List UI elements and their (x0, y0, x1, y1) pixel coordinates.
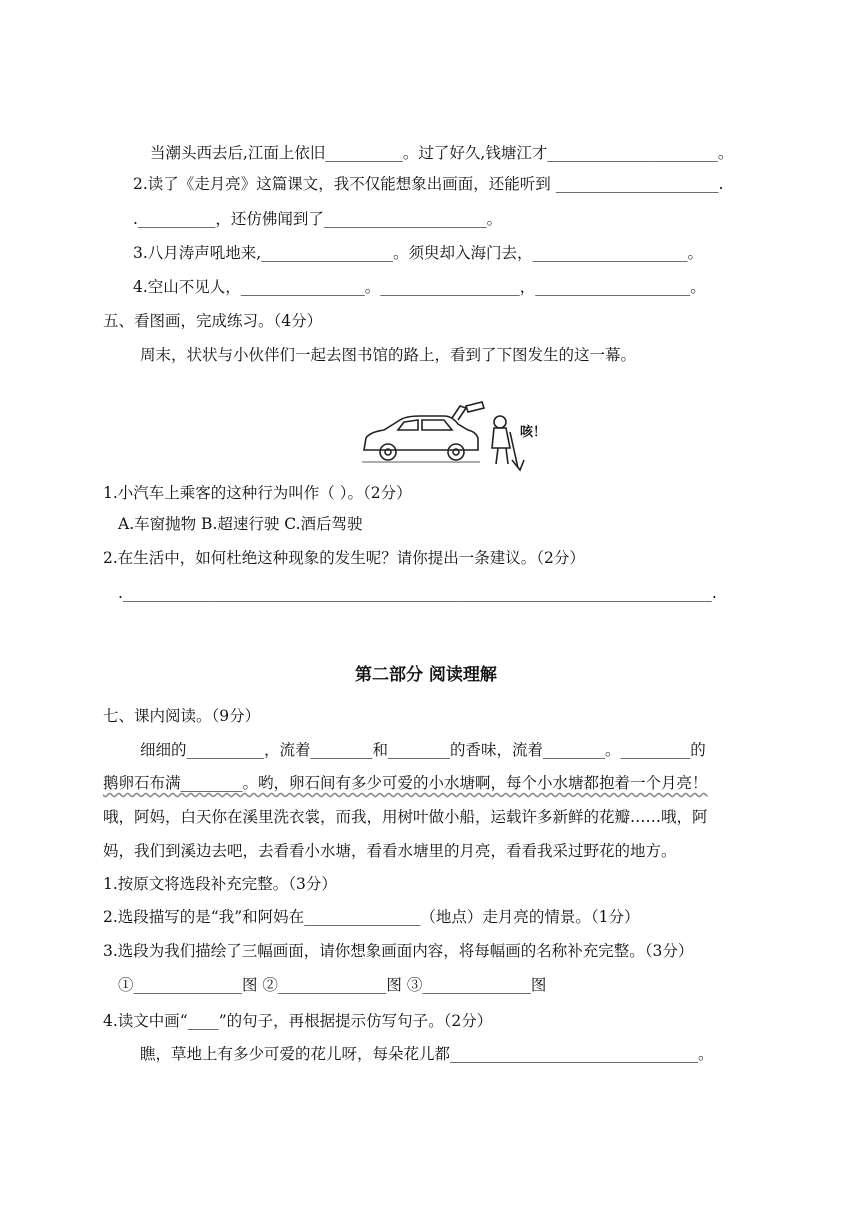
question-7-3: 3.选段为我们描绘了三幅画面，请你想象画面内容，将每幅画的名称补充完整。（3分） (103, 942, 694, 960)
passage-line-1: 细细的__________，流着________和________的香味，流着________。_________的 (140, 741, 706, 759)
car-illustration (360, 398, 547, 470)
passage-line-4: 妈，我们到溪边去吧，去看看小水塘，看看水塘里的月亮，看看我采过野花的地方。 (103, 842, 677, 860)
imitation-sentence: 瞧，草地上有多少可爱的花儿呀，每朵花儿都________________________________。 (140, 1045, 714, 1063)
passage-line-2: 鹅卵石布满________。哟，卵石间有多少可爱的小水塘啊，每个小水塘都抱着一个月亮！ (103, 774, 708, 792)
question-5-1: 1.小汽车上乘客的这种行为叫作（ ）。（2分） (103, 484, 412, 502)
passage-line-3: 哦，阿妈，白天你在溪里洗衣裳，而我，用树叶做小船，运载许多新鲜的花瓣……哦，阿 (103, 808, 708, 826)
line-1: 当潮头西去后,江面上依旧__________。过了好久,钱塘江才______________________。 (150, 144, 734, 162)
answer-line-5-2: .____________________________________________________________________________. (118, 584, 717, 602)
line-3: .__________，还仿佛闻到了_____________________。 (133, 210, 503, 228)
question-5-2: 2.在生活中，如何杜绝这种现象的发生呢？请你提出一条建议。（2分） (103, 549, 585, 567)
question-7-2: 2.选段描写的是“我”和阿妈在_______________（地点）走月亮的情景。（1分） (103, 908, 640, 926)
exclamation-text: 咳！ (520, 425, 547, 440)
part-two-title: 第二部分 阅读理解 (355, 665, 497, 685)
line-4: 3.八月涛声吼地来,_________________。须臾却入海门去，____________________。 (133, 244, 703, 262)
line-5: 4.空山不见人，________________。__________________，____________________。 (133, 278, 706, 296)
picture-names: ①______________图 ②______________图 ③______________图 (118, 976, 547, 994)
options-5-1: A.车窗抛物 B.超速行驶 C.酒后驾驶 (118, 515, 363, 533)
section-7-heading: 七、课内阅读。（9分） (103, 707, 261, 725)
question-7-4: 4.读文中画“____”的句子，再根据提示仿写句子。（2分） (103, 1012, 493, 1030)
section-5-heading: 五、看图画，完成练习。（4分） (103, 312, 323, 330)
question-7-1: 1.按原文将选段补充完整。（3分） (103, 875, 337, 893)
scene-description: 周末，状状与小伙伴们一起去图书馆的路上，看到了下图发生的这一幕。 (140, 346, 637, 364)
line-2: 2.读了《走月亮》这篇课文，我不仅能想象出画面，还能听到 _____________________. (133, 175, 724, 193)
